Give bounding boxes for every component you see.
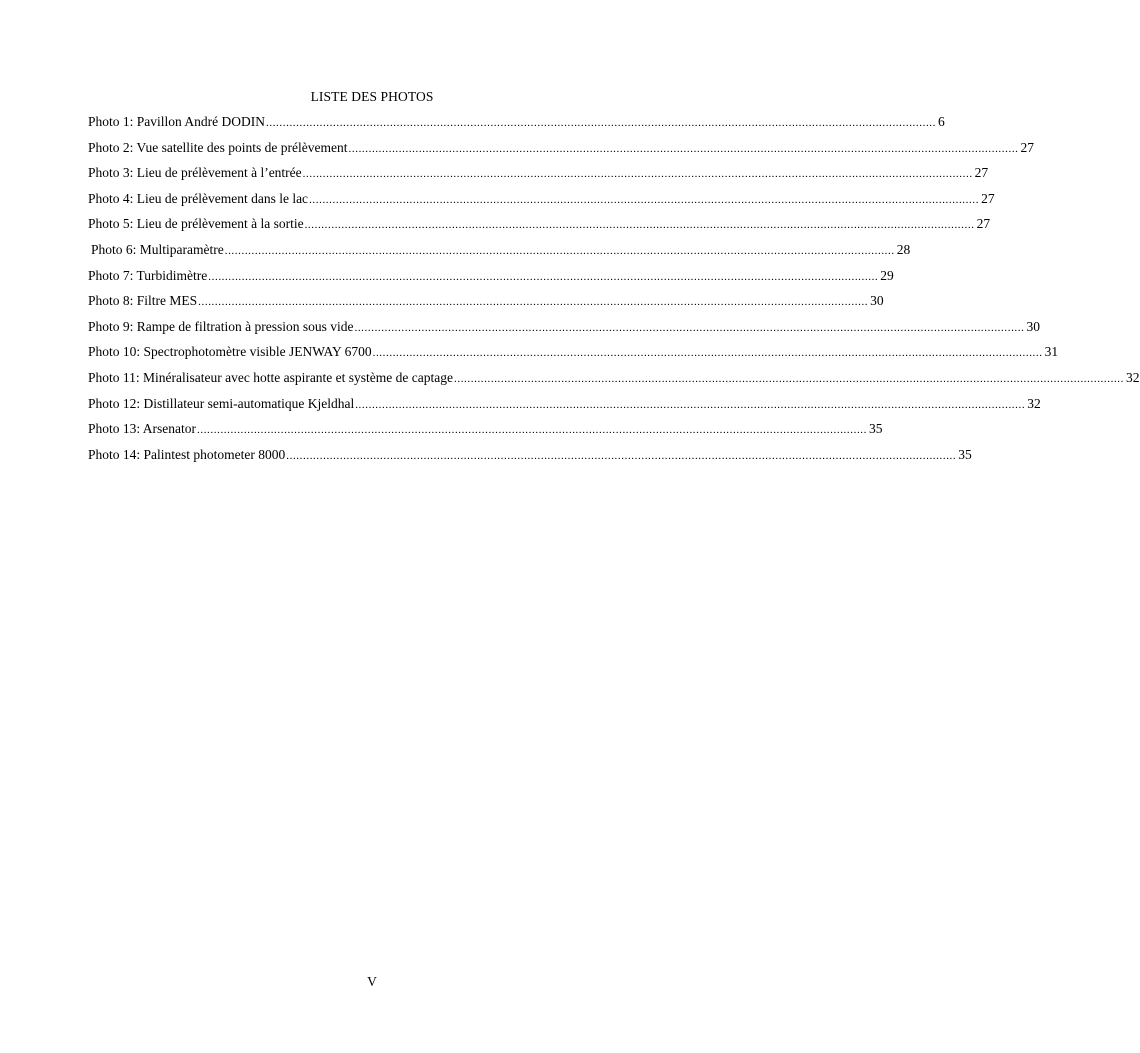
entry-label: Photo 11: Minéralisateur avec hotte aspirante et système de captage xyxy=(88,369,453,385)
entry-page-number: 30 xyxy=(870,293,884,309)
entry-label: Photo 10: Spectrophotomètre visible JENWAY 6700 xyxy=(88,344,372,360)
list-item[interactable] xyxy=(88,446,972,472)
list-item[interactable] xyxy=(88,241,911,267)
list-item[interactable] xyxy=(88,267,894,293)
entry-label: Photo 1: Pavillon André DODIN xyxy=(88,114,265,129)
list-item[interactable] xyxy=(88,215,991,241)
dot-leader: ........................................................................................................................................................................................................ xyxy=(224,244,895,257)
dot-leader: ........................................................................................................................................................................................................ xyxy=(198,296,869,309)
list-item[interactable] xyxy=(88,343,1059,369)
entry-label: Photo 6: Multiparamètre xyxy=(91,241,224,257)
page-number-footer: V xyxy=(367,974,377,989)
entry-page-number: 27 xyxy=(976,216,991,232)
dot-leader: ........................................................................................................................................................................................................ xyxy=(286,449,957,462)
entry-page-number: 28 xyxy=(896,241,911,257)
list-item[interactable] xyxy=(88,139,1035,165)
entry-label: Photo 5: Lieu de prélèvement à la sortie xyxy=(88,216,304,232)
entry-label: Photo 2: Vue satellite des points de prélèvement xyxy=(88,139,348,155)
entry-label: Photo 12: Distillateur semi-automatique Kjeldhal xyxy=(88,395,355,411)
list-item[interactable] xyxy=(88,369,1140,395)
list-item[interactable] xyxy=(88,395,1041,421)
dot-leader: ........................................................................................................................................................................................................ xyxy=(302,168,973,181)
dot-leader: ........................................................................................................................................................................................................ xyxy=(208,270,879,283)
entry-page-number: 27 xyxy=(974,165,989,181)
entry-page-number: 30 xyxy=(1026,318,1040,334)
list-item[interactable] xyxy=(88,318,1040,344)
dot-leader: ........................................................................................................................................................................................................ xyxy=(348,142,1019,155)
entry-label: Photo 9: Rampe de filtration à pression sous vide xyxy=(88,318,354,334)
dot-leader: ........................................................................................................................................................................................................ xyxy=(304,219,975,232)
page-title: LISTE DES PHOTOS xyxy=(310,89,434,104)
entry-label: Photo 14: Palintest photometer 8000 xyxy=(88,446,286,462)
entry-page-number: 32 xyxy=(1027,395,1041,411)
dot-leader: ........................................................................................................................................................................................................ xyxy=(372,347,1043,360)
list-item[interactable] xyxy=(88,292,884,318)
entry-page-number: 27 xyxy=(1020,139,1035,155)
dot-leader: ........................................................................................................................................................................................................ xyxy=(355,398,1026,411)
dot-leader: ........................................................................................................................................................................................................ xyxy=(309,193,980,206)
dot-leader: ........................................................................................................................................................................................................ xyxy=(266,117,936,129)
entry-label: Photo 13: Arsenator xyxy=(88,421,196,437)
entry-page-number: 35 xyxy=(869,421,883,437)
entry-label: Photo 8: Filtre MES xyxy=(88,293,198,309)
entry-label: Photo 7: Turbidimètre xyxy=(88,267,208,283)
list-item[interactable] xyxy=(88,420,883,446)
entry-page-number: 29 xyxy=(880,267,894,283)
dot-leader: ........................................................................................................................................................................................................ xyxy=(197,424,867,437)
photo-list xyxy=(88,113,1140,471)
list-item[interactable] xyxy=(88,190,995,216)
entry-page-number: 31 xyxy=(1044,344,1059,360)
entry-page-number: 6 xyxy=(938,114,945,129)
dot-leader: ........................................................................................................................................................................................................ xyxy=(454,372,1124,385)
entry-page-number: 32 xyxy=(1126,369,1140,385)
dot-leader: ........................................................................................................................................................................................................ xyxy=(354,321,1025,334)
list-item[interactable] xyxy=(88,113,945,139)
entry-label: Photo 4: Lieu de prélèvement dans le lac xyxy=(88,190,309,206)
entry-page-number: 27 xyxy=(981,190,995,206)
entry-label: Photo 3: Lieu de prélèvement à l’entrée xyxy=(88,165,302,181)
list-item[interactable] xyxy=(88,164,989,190)
entry-page-number: 35 xyxy=(958,446,972,462)
